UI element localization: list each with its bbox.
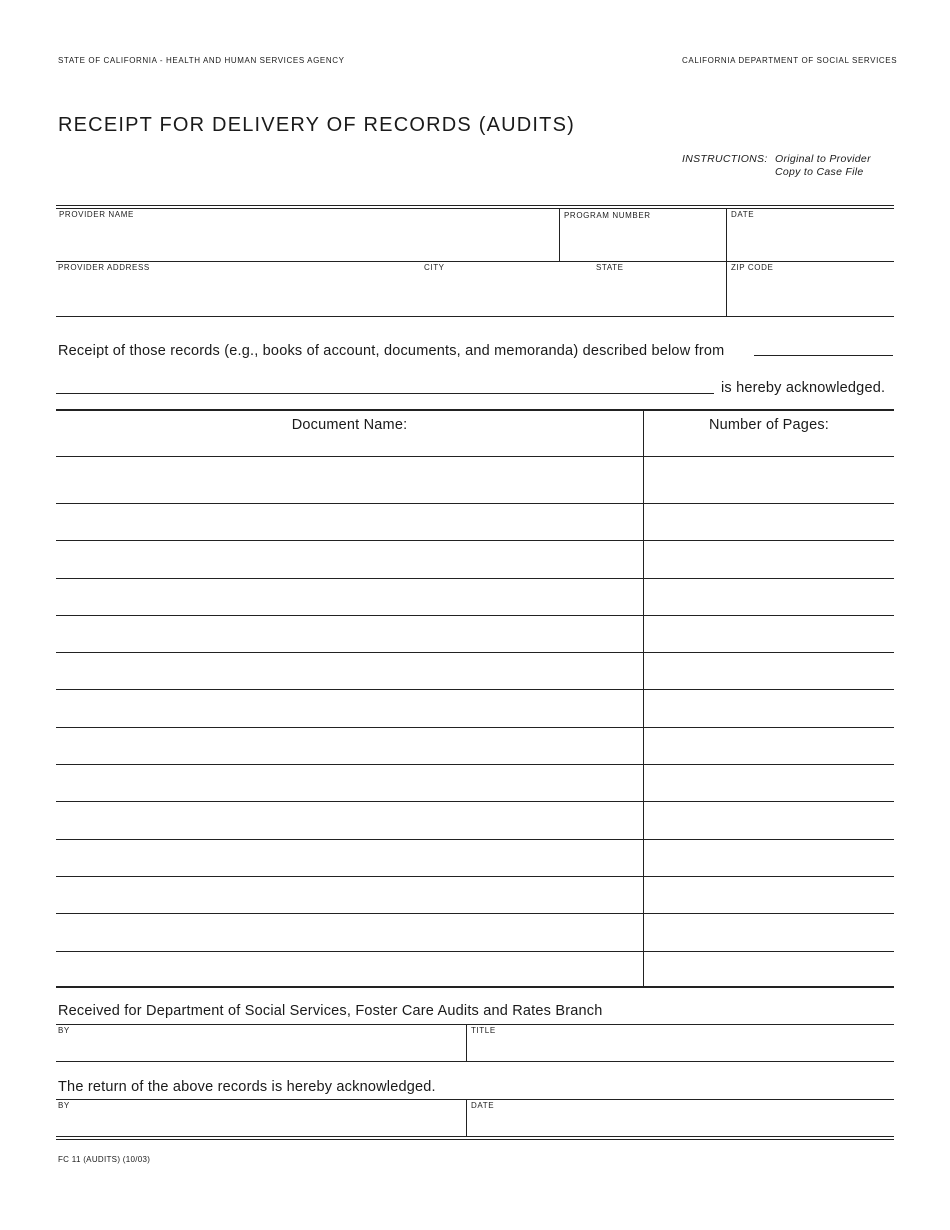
receipt-from-line-2[interactable] [56, 393, 714, 394]
document-name-cell[interactable] [57, 728, 642, 763]
number-of-pages-cell[interactable] [645, 653, 893, 688]
number-of-pages-cell[interactable] [645, 691, 893, 726]
returned-by-field[interactable] [57, 1111, 464, 1135]
document-name-cell[interactable] [57, 840, 642, 875]
received-by-label: BY [58, 1026, 70, 1035]
program-number-field[interactable] [561, 222, 724, 258]
number-of-pages-cell[interactable] [645, 877, 893, 912]
returned-statement: The return of the above records is hereby acknowledged. [58, 1079, 436, 1095]
document-name-cell[interactable] [57, 914, 642, 949]
document-name-cell[interactable] [57, 691, 642, 726]
number-of-pages-header: Number of Pages: [708, 417, 830, 433]
document-name-cell[interactable] [57, 765, 642, 800]
number-of-pages-cell[interactable] [645, 457, 893, 502]
receipt-acknowledged: is hereby acknowledged. [721, 380, 886, 396]
document-name-cell[interactable] [57, 579, 642, 614]
received-by-field[interactable] [57, 1036, 464, 1060]
document-name-cell[interactable] [57, 541, 642, 576]
number-of-pages-cell[interactable] [645, 952, 893, 987]
date-label: DATE [731, 210, 755, 219]
number-of-pages-cell[interactable] [645, 840, 893, 875]
form-number: FC 11 (AUDITS) (10/03) [58, 1155, 151, 1164]
document-name-cell[interactable] [57, 952, 642, 987]
number-of-pages-cell[interactable] [645, 728, 893, 763]
document-name-cell[interactable] [57, 504, 642, 539]
agency-right-header: CALIFORNIA DEPARTMENT OF SOCIAL SERVICES [682, 56, 898, 65]
city-field[interactable] [422, 275, 592, 313]
instructions-line-2: Copy to Case File [775, 166, 864, 178]
state-field[interactable] [594, 275, 724, 313]
number-of-pages-cell[interactable] [645, 579, 893, 614]
number-of-pages-cell[interactable] [645, 802, 893, 837]
provider-name-field[interactable] [57, 222, 557, 258]
number-of-pages-cell[interactable] [645, 616, 893, 651]
table-column-divider [643, 410, 644, 987]
document-name-header: Document Name: [291, 417, 408, 433]
agency-left-header: STATE OF CALIFORNIA - HEALTH AND HUMAN SERVICES AGENCY [58, 56, 345, 65]
document-name-cell[interactable] [57, 653, 642, 688]
number-of-pages-cell[interactable] [645, 765, 893, 800]
instructions-line-1: Original to Provider [775, 153, 871, 165]
provider-address-field[interactable] [57, 275, 417, 313]
document-name-cell[interactable] [57, 616, 642, 651]
document-name-cell[interactable] [57, 802, 642, 837]
zip-code-field[interactable] [728, 275, 892, 313]
city-label: CITY [424, 263, 445, 272]
document-name-cell[interactable] [57, 457, 642, 502]
returned-by-label: BY [58, 1101, 70, 1110]
receipt-statement: Receipt of those records (e.g., books of account, documents, and memoranda) described below from [58, 343, 725, 359]
receipt-from-line[interactable] [754, 355, 893, 356]
received-title-label: TITLE [471, 1026, 496, 1035]
number-of-pages-cell[interactable] [645, 914, 893, 949]
returned-date-field[interactable] [468, 1111, 892, 1135]
program-number-label: PROGRAM NUMBER [564, 211, 651, 220]
form-title: RECEIPT FOR DELIVERY OF RECORDS (AUDITS) [58, 114, 575, 136]
state-label: STATE [596, 263, 624, 272]
received-title-field[interactable] [468, 1036, 892, 1060]
number-of-pages-cell[interactable] [645, 541, 893, 576]
received-statement: Received for Department of Social Services, Foster Care Audits and Rates Branch [58, 1003, 603, 1019]
date-field[interactable] [728, 222, 892, 258]
document-name-cell[interactable] [57, 877, 642, 912]
provider-name-label: PROVIDER NAME [59, 210, 134, 219]
zip-code-label: ZIP CODE [731, 263, 774, 272]
returned-date-label: DATE [471, 1101, 495, 1110]
instructions-label: INSTRUCTIONS: [682, 153, 768, 165]
number-of-pages-cell[interactable] [645, 504, 893, 539]
provider-address-label: PROVIDER ADDRESS [58, 263, 150, 272]
